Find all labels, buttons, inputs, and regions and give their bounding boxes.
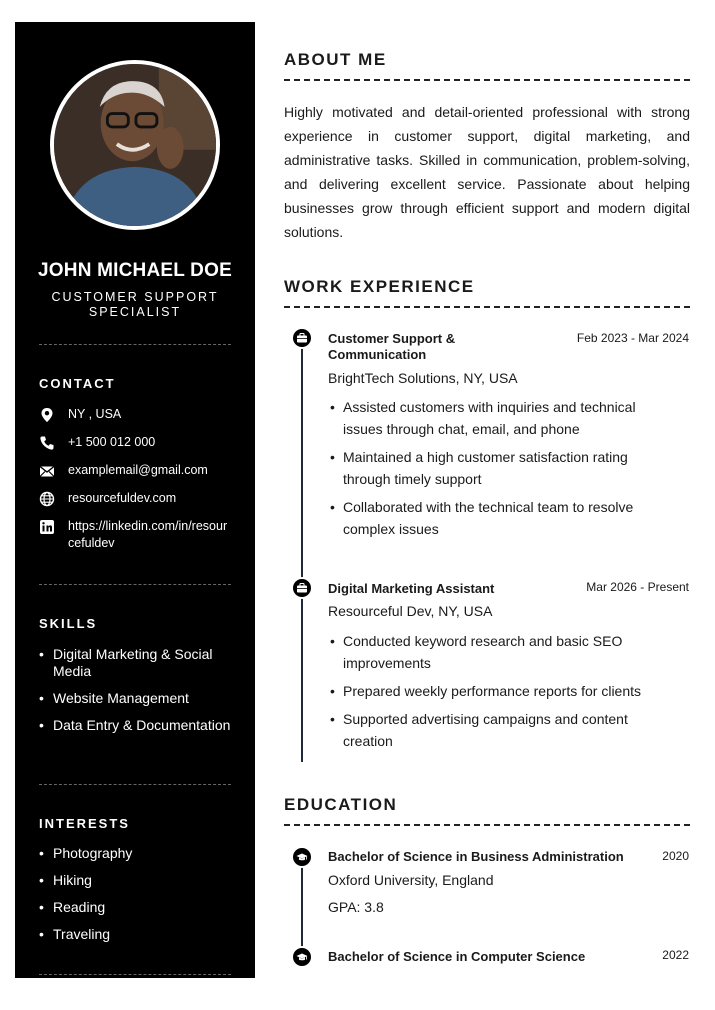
interest-item: • Photography	[39, 845, 239, 862]
sidebar-divider	[39, 974, 231, 975]
contact-linkedin	[39, 518, 239, 552]
job-bullet: • Conducted keyword research and basic SEO improvements	[328, 630, 668, 674]
contact-email-text[interactable]: examplemail@gmail.com	[68, 463, 208, 477]
about-text: Highly motivated and detail-oriented professional with strong experience in customer support, digital marketing, and administrative tasks. Skilled in communication, problem-solving, and delivering excellent service. Passionate about helping businesses grow through efficient support and modern digital solutions.	[284, 104, 690, 240]
interests-heading: INTERESTS	[39, 816, 130, 831]
job-title: Customer Support & Communication	[328, 331, 456, 362]
education-school: Oxford University, England	[328, 872, 494, 888]
contact-email	[39, 462, 239, 479]
job-bullet: • Collaborated with the technical team to resolve complex issues	[328, 496, 668, 540]
education-gpa: GPA: 3.8	[328, 899, 384, 915]
job-date: Mar 2026 - Present	[586, 580, 689, 594]
contact-phone-text: +1 500 012 000	[68, 435, 156, 449]
sidebar-divider	[39, 584, 231, 585]
about-heading: ABOUT ME	[284, 50, 387, 69]
contact-website	[39, 490, 239, 507]
briefcase-icon	[296, 332, 308, 344]
job-company: Resourceful Dev, NY, USA	[328, 603, 493, 619]
contact-website-text[interactable]: resourcefuldev.com	[68, 491, 177, 505]
portrait-illustration	[54, 64, 216, 226]
contact-heading: CONTACT	[39, 376, 116, 391]
skill-item: • Website Management	[39, 690, 239, 707]
job-marker	[291, 577, 313, 599]
contact-location	[39, 406, 239, 423]
job-company: BrightTech Solutions, NY, USA	[328, 370, 518, 386]
job-bullet: • Prepared weekly performance reports for clients	[328, 680, 668, 702]
job-bullet: • Assisted customers with inquiries and technical issues through chat, email, and phone	[328, 396, 668, 440]
profile-name: JOHN MICHAEL DOE	[38, 260, 232, 281]
section-divider	[284, 824, 690, 826]
phone-icon	[39, 435, 55, 451]
education-year: 2022	[662, 948, 689, 962]
interest-item: • Traveling	[39, 926, 239, 943]
job-bullets	[328, 630, 668, 758]
interest-item: • Reading	[39, 899, 239, 916]
interest-item: • Hiking	[39, 872, 239, 889]
education-heading: EDUCATION	[284, 795, 398, 814]
skill-item: • Digital Marketing & Social Media	[39, 646, 239, 680]
job-bullet: • Supported advertising campaigns and content creation	[328, 708, 668, 752]
profile-photo	[50, 60, 220, 230]
job-bullet: • Maintained a high customer satisfaction rating through timely support	[328, 446, 668, 490]
section-divider	[284, 306, 690, 308]
sidebar	[15, 22, 255, 978]
mail-icon	[39, 463, 55, 479]
profile-title: CUSTOMER SUPPORT SPECIALIST	[51, 290, 219, 319]
education-year: 2020	[662, 849, 689, 863]
skills-heading: SKILLS	[39, 616, 98, 631]
experience-timeline	[301, 338, 303, 762]
job-bullets	[328, 396, 668, 546]
education-degree: Bachelor of Science in Business Administration	[328, 849, 624, 864]
sidebar-divider	[39, 784, 231, 785]
section-divider	[284, 79, 690, 81]
contact-linkedin-text[interactable]: https://linkedin.com/in/resourcefuldev	[68, 519, 228, 550]
contact-phone	[39, 434, 239, 451]
job-title: Digital Marketing Assistant	[328, 581, 495, 596]
sidebar-divider	[39, 344, 231, 345]
globe-icon	[39, 491, 55, 507]
education-timeline	[301, 857, 303, 957]
graduation-cap-icon	[296, 951, 308, 963]
experience-heading: WORK EXPERIENCE	[284, 277, 475, 296]
education-degree: Bachelor of Science in Computer Science	[328, 949, 586, 964]
skill-item: • Data Entry & Documentation	[39, 717, 239, 734]
education-marker	[291, 946, 313, 968]
contact-location-text: NY , USA	[68, 407, 122, 421]
education-marker	[291, 846, 313, 868]
location-pin-icon	[39, 407, 55, 423]
briefcase-icon	[296, 582, 308, 594]
interests-list	[39, 845, 239, 943]
job-marker	[291, 327, 313, 349]
linkedin-icon	[39, 519, 55, 535]
job-date: Feb 2023 - Mar 2024	[576, 331, 689, 345]
skills-list	[39, 646, 239, 734]
graduation-cap-icon	[296, 851, 308, 863]
